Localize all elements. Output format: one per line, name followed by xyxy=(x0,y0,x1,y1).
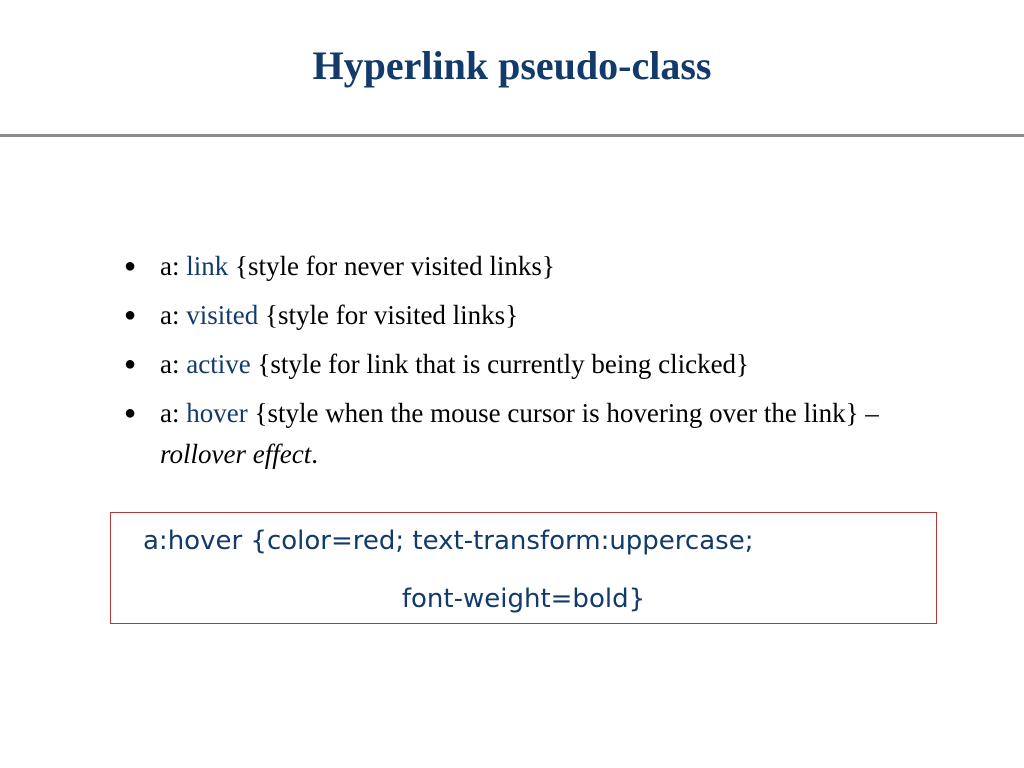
bullet-emphasis: rollover effect xyxy=(160,439,312,469)
bullet-dot-icon: ● xyxy=(124,402,137,424)
bullet-dot-icon: ● xyxy=(124,353,137,375)
bullet-keyword: hover xyxy=(186,398,248,428)
bullet-suffix: . xyxy=(311,439,318,469)
code-example-box xyxy=(110,512,937,624)
bullet-keyword: active xyxy=(186,349,251,379)
slide-title: Hyperlink pseudo-class xyxy=(312,43,712,88)
bullet-text: {style for never visited links} xyxy=(228,251,555,281)
bullet-prefix: a: xyxy=(160,349,187,379)
bullet-prefix: a: xyxy=(160,251,187,281)
bullet-prefix: a: xyxy=(160,300,187,330)
bullet-item-hover xyxy=(120,393,920,475)
bullet-dot-icon: ● xyxy=(124,304,137,326)
bullet-keyword: link xyxy=(186,251,229,281)
bullet-item-active xyxy=(120,344,920,385)
bullet-text: {style for visited links} xyxy=(258,300,519,330)
bullet-list xyxy=(120,246,920,483)
bullet-keyword: visited xyxy=(186,300,259,330)
bullet-item-link xyxy=(120,246,920,287)
bullet-prefix: a: xyxy=(160,398,187,428)
title-divider xyxy=(0,134,1024,137)
bullet-text: {style for link that is currently being clicked} xyxy=(250,349,750,379)
bullet-item-visited xyxy=(120,295,920,336)
code-line-2: font-weight=bold} xyxy=(401,584,646,614)
bullet-text: {style when the mouse cursor is hovering over the link} – xyxy=(247,398,879,428)
code-line-1: a:hover {color=red; text-transform:uppercase; xyxy=(143,526,754,556)
bullet-dot-icon: ● xyxy=(124,255,137,277)
